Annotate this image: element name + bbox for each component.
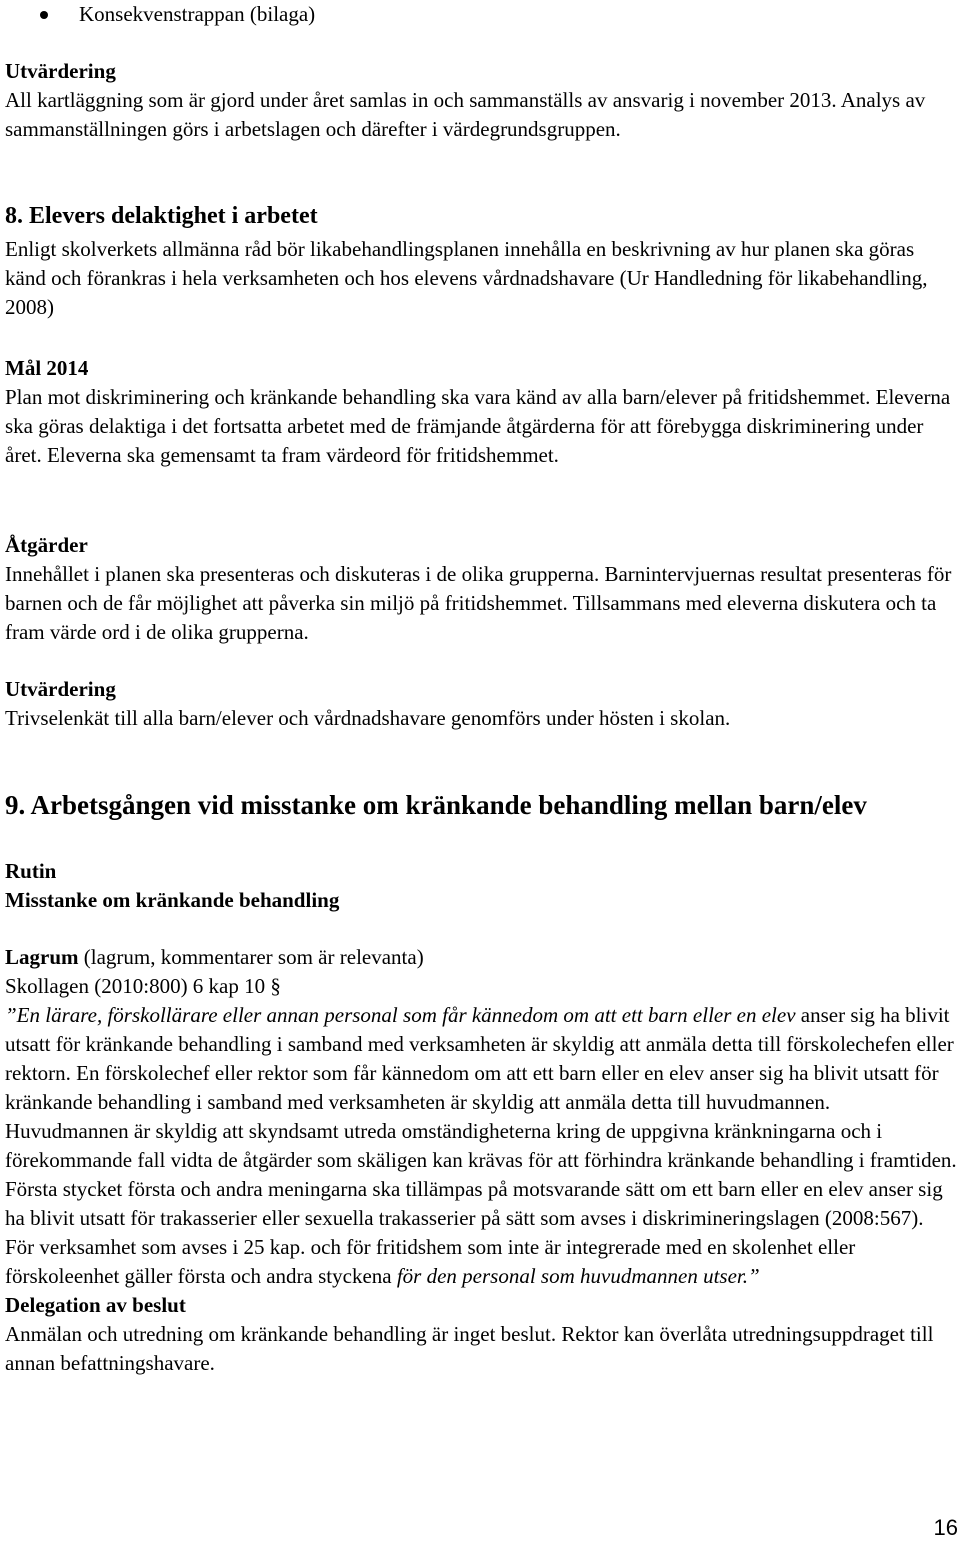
evaluation-section xyxy=(5,57,957,144)
goal-section xyxy=(5,354,957,470)
routine-section xyxy=(5,857,957,915)
goal-heading: Mål 2014 xyxy=(5,356,89,380)
bullet-text: Konsekvenstrappan (bilaga) xyxy=(79,2,316,26)
law-section xyxy=(5,943,957,1378)
section-8-intro: Enligt skolverkets allmänna råd bör likabehandlingsplanen innehålla en beskrivning av hur planen ska göras känd och förankras i hela verksamheten och hos elevens vårdnadshavare (Ur Handledning för likabehandling, 2008) xyxy=(5,237,928,319)
s8-evaluation-section xyxy=(5,675,957,733)
goal-body: Plan mot diskriminering och kränkande behandling ska vara känd av alla barn/elever på fritidshemmet. Eleverna ska göras delaktiga i det fortsatta arbetet med de främjande åtgärderna för att förebygga diskriminering under året. Eleverna ska gemensamt ta fram värdeord för fritidshemmet. xyxy=(5,385,951,467)
page-number: 16 xyxy=(933,1515,958,1540)
bullet-item xyxy=(40,0,315,29)
law-note: (lagrum, kommentarer som är relevanta) xyxy=(78,945,424,969)
quote-italic-end: för den personal som huvudmannen utser.” xyxy=(396,1264,760,1288)
law-line xyxy=(5,943,957,972)
quote-italic-start: ”En lärare, förskollärare eller annan personal som får kännedom om att ett barn eller en elev xyxy=(5,1003,796,1027)
actions-section xyxy=(5,531,957,647)
section-8 xyxy=(5,202,957,322)
section-9-heading: 9. Arbetsgången vid misstanke om kränkande behandling mellan barn/elev xyxy=(5,790,867,820)
actions-body: Innehållet i planen ska presenteras och diskuteras i de olika grupperna. Barnintervjuernas resultat presenteras för barnen och de får möjlighet att påverka sin miljö på fritidshemmet. Tillsammans med eleverna diskutera och ta fram värde ord i de olika grupperna. xyxy=(5,562,952,644)
s8-evaluation-body: Trivselenkät till alla barn/elever och vårdnadshavare genomförs under hösten i skolan. xyxy=(5,706,731,730)
delegation-heading: Delegation av beslut xyxy=(5,1293,186,1317)
section-8-heading: 8. Elevers delaktighet i arbetet xyxy=(5,203,318,229)
quote-body: anser sig ha blivit utsatt för kränkande behandling i samband med verksamheten är skyldig att anmäla detta till förskolechefen eller rektorn. En förskolechef eller rektor som får kännedom om att ett barn eller en elev anser sig ha blivit utsatt för kränkande behandling i samband med verksamheten är skyldig att anmäla detta till huvudmannen. Huvudmannen är skyldig att skyndsamt utreda omständigheterna kring de uppgivna kränkningarna och i förekommande fall vidta de åtgärder som skäligen kan krävas för att förhindra kränkande behandling i framtiden. Första stycket första och andra meningarna ska tillämpas på motsvarande sätt om ett barn eller en elev anser sig ha blivit utsatt för trakasserier eller sexuella trakasserier på sätt som avses i diskrimineringslagen (2008:567). För verksamhet som avses i 25 kap. och för fritidshem som inte är integrerade med en skolenhet eller förskoleenhet gäller första och andra styckena xyxy=(5,1003,957,1288)
routine-subheading: Misstanke om kränkande behandling xyxy=(5,888,340,912)
s8-evaluation-heading: Utvärdering xyxy=(5,677,116,701)
law-label: Lagrum xyxy=(5,945,79,969)
section-9 xyxy=(5,788,957,822)
law-quote xyxy=(5,1001,957,1291)
section-body: All kartläggning som är gjord under året samlas in och sammanställs av ansvarig i november 2013. Analys av sammanställningen görs i arbetslagen och därefter i värdegrundsgruppen. xyxy=(5,88,926,141)
actions-heading: Åtgärder xyxy=(5,533,88,557)
law-reference: Skollagen (2010:800) 6 kap 10 § xyxy=(5,974,281,998)
section-heading: Utvärdering xyxy=(5,59,116,83)
bullet-icon xyxy=(40,11,48,19)
routine-heading: Rutin xyxy=(5,859,57,883)
delegation-body: Anmälan och utredning om kränkande behandling är inget beslut. Rektor kan överlåta utredningsuppdraget till annan befattningshavare. xyxy=(5,1322,934,1375)
